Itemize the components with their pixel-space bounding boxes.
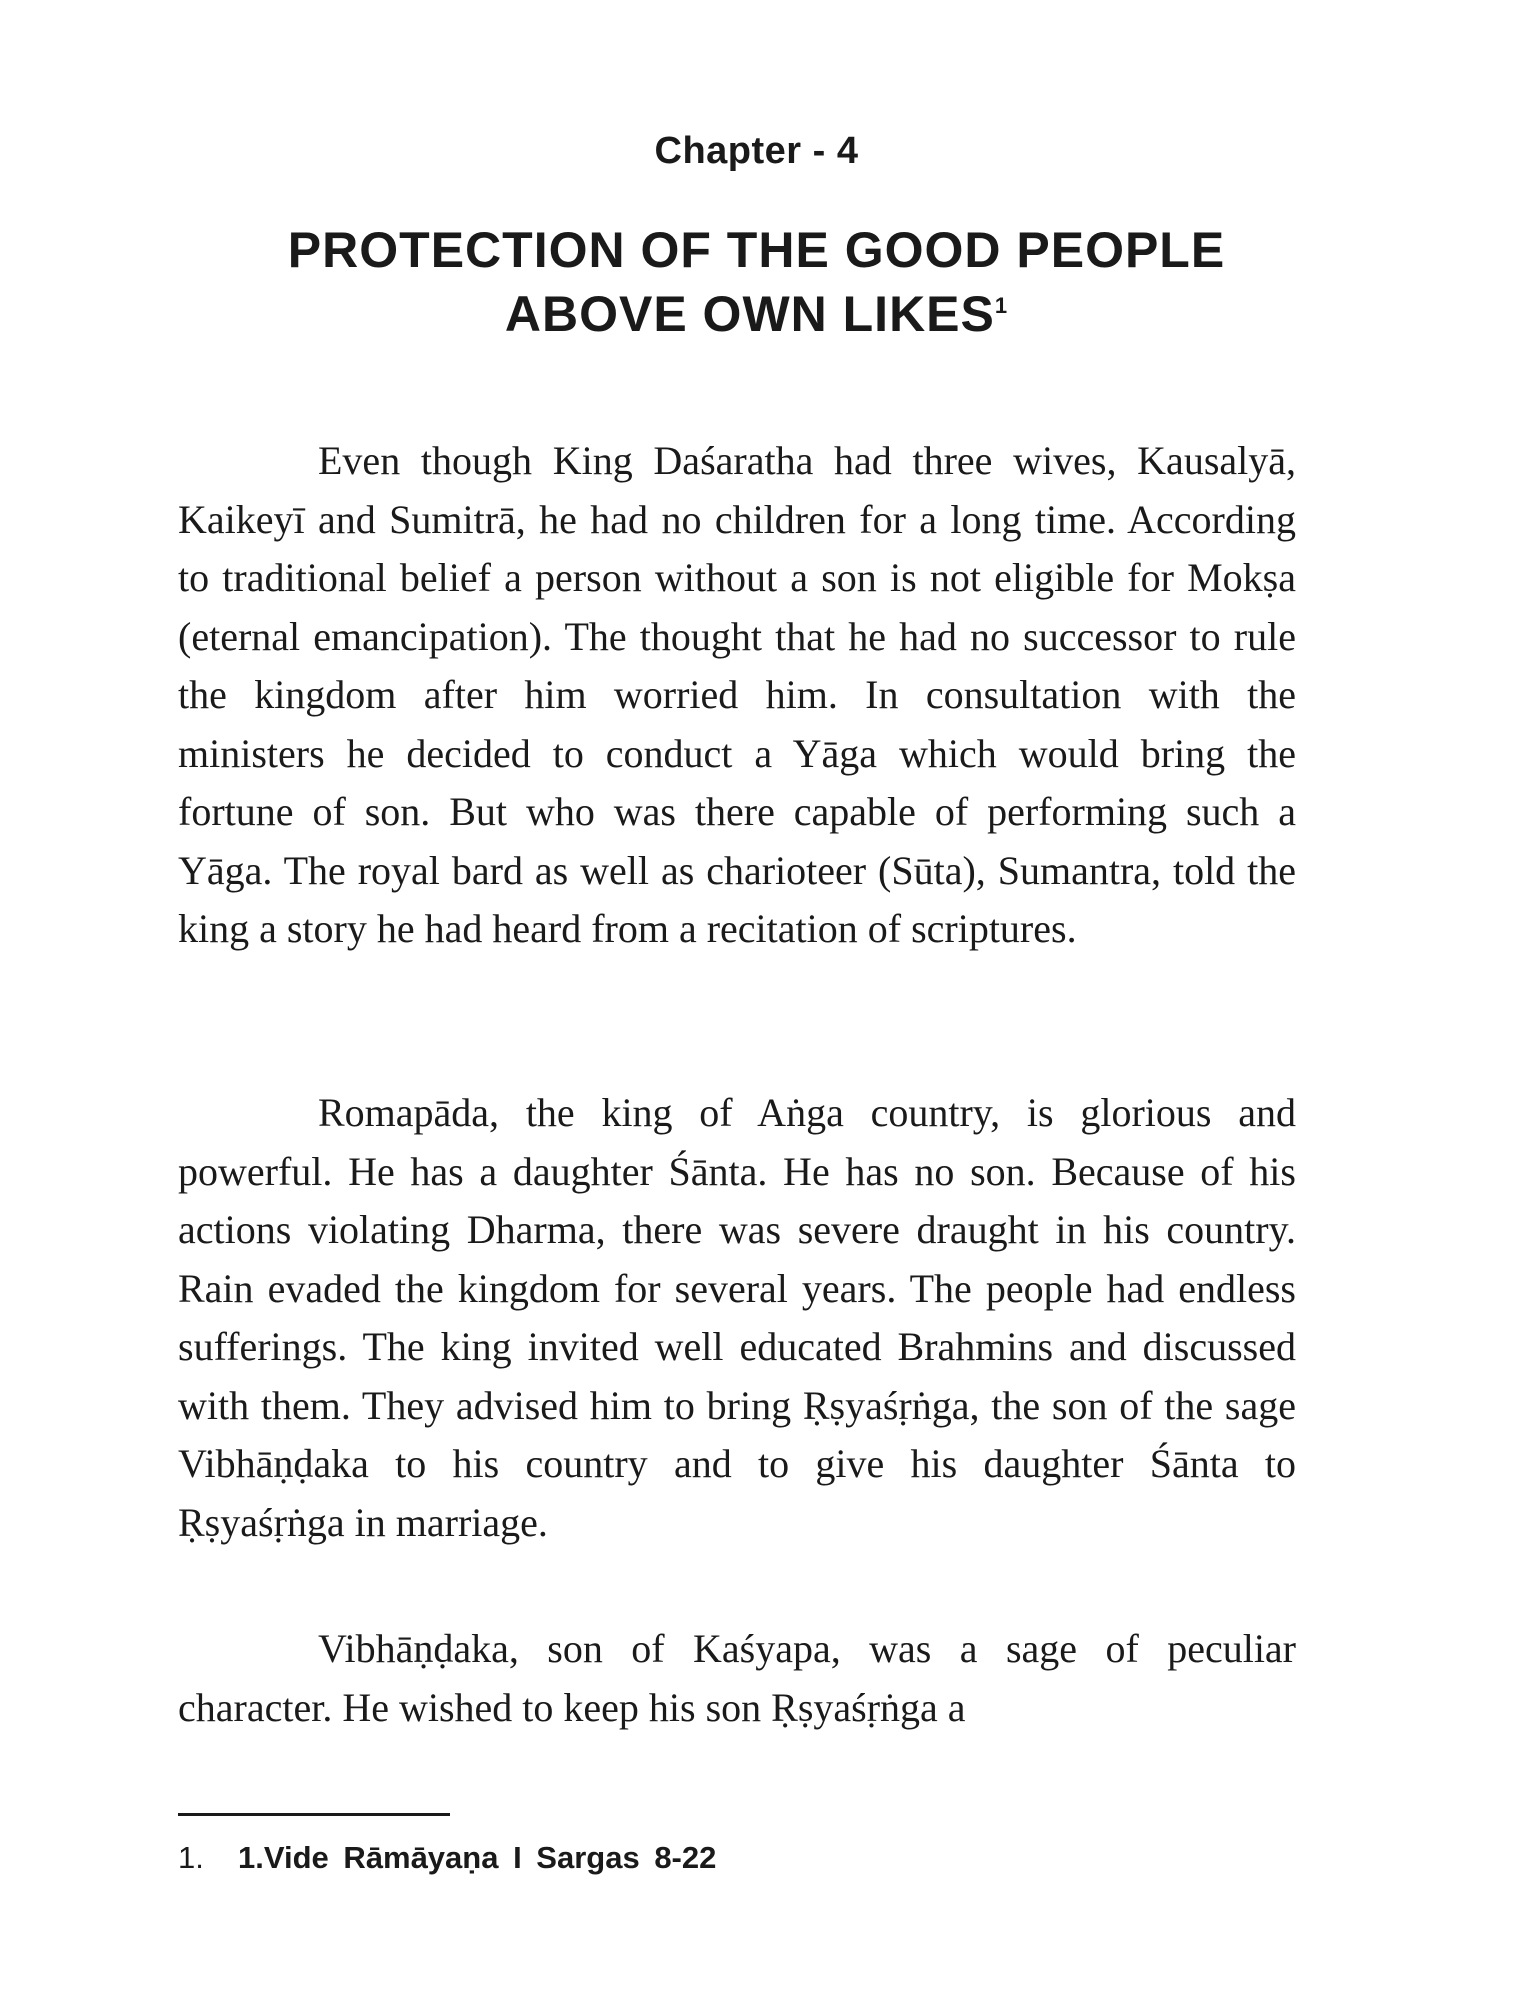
footnote-text: 1.Vide Rāmāyaṇa I Sargas 8-22 xyxy=(238,1840,717,1875)
chapter-title-line-2-text: ABOVE OWN LIKES xyxy=(504,286,995,342)
chapter-title-line-2 xyxy=(0,282,1513,346)
chapter-title-line-1: PROTECTION OF THE GOOD PEOPLE xyxy=(287,222,1226,278)
paragraph-block-2 xyxy=(178,1084,1296,1552)
paragraph: Even though King Daśaratha had three wives, Kausalyā, Kaikeyī and Sumitrā, he had no children for a long time. According to traditional belief a person without a son is not eligible for Mokṣa (eternal emancipation). The thought that he had no successor to rule the kingdom after him worried him. In consultation with the ministers he decided to conduct a Yāga which would bring the fortune of son. But who was there capable of performing such a Yāga. The royal bard as well as charioteer (Sūta), Sumantra, told the king a story he had heard from a recitation of scriptures. xyxy=(178,438,1296,951)
chapter-title xyxy=(0,218,1513,346)
paragraph: Romapāda, the king of Aṅga country, is glorious and powerful. He has a daughter Śānta. He has no son. Because of his actions violating Dharma, there was severe draught in his country. Rain evaded the kingdom for several years. The people had endless sufferings. The king invited well educated Brahmins and discussed with them. They advised him to bring Ṛṣyaśṛṅga, the son of the sage Vibhāṇḍaka to his country and to give his daughter Śānta to Ṛṣyaśṛṅga in marriage. xyxy=(178,1090,1296,1545)
footnote-marker: 1 xyxy=(994,293,1009,318)
chapter-label: Chapter - 4 xyxy=(654,130,859,172)
paragraph: Vibhāṇḍaka, son of Kaśyapa, was a sage of peculiar character. He wished to keep his son Ṛṣyaśṛṅga a xyxy=(178,1626,1296,1730)
paragraph-block-1 xyxy=(178,432,1296,959)
footnote-number: 1. xyxy=(178,1840,204,1875)
paragraph-block-3 xyxy=(178,1620,1296,1737)
footnote xyxy=(178,1838,716,1878)
footnote-divider xyxy=(178,1813,450,1816)
